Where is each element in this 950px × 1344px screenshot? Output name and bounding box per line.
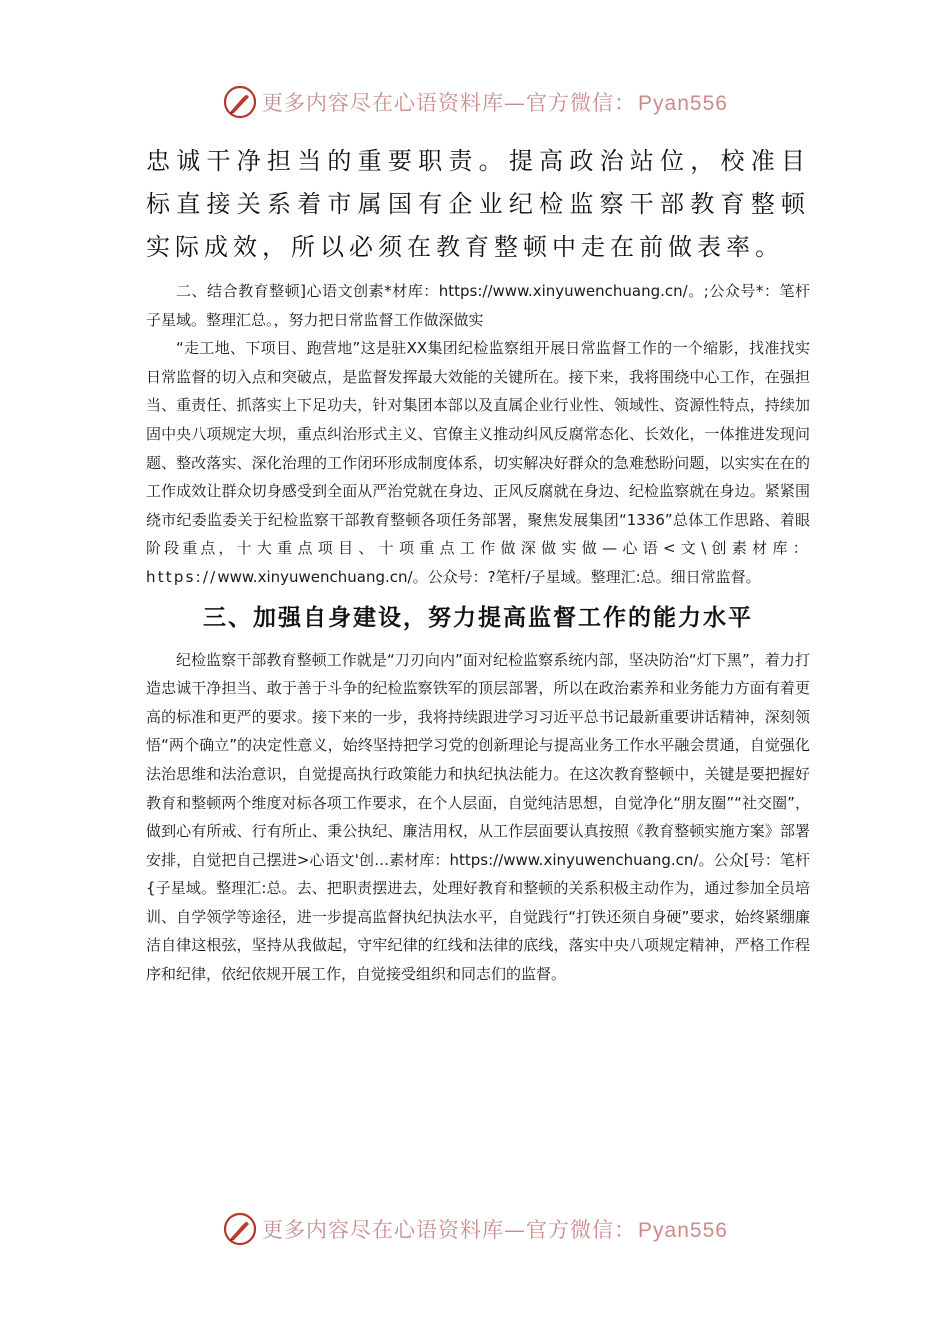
banner-text (262, 87, 728, 117)
banner-label: 更多内容尽在心语资料库—官方微信： (262, 1218, 637, 1242)
section3-title: 三、加强自身建设，努力提高监督工作的能力水平 (203, 603, 753, 631)
section2-body-paragraph (146, 334, 810, 591)
document-body (146, 140, 810, 989)
header-watermark-banner (0, 82, 950, 122)
section2-body-tail: www.xinyuwenchuang.cn/。公众号：?笔杆/子星域。整理汇:总。细日常监督。 (217, 567, 761, 586)
intro-paragraph: 忠诚干净担当的重要职责。提高政治站位，校准目标直接关系着市属国有企业纪检监察干部教育整顿实际成效，所以必须在教育整顿中走在前做表率。 (146, 147, 810, 261)
pen-logo-icon (222, 84, 258, 120)
section3-body-paragraph: 纪检监察干部教育整顿工作就是“刀刃向内”面对纪检监察系统内部，坚决防治“灯下黑”，着力打造忠诚干净担当、敢于善于斗争的纪检监察铁军的顶层部署，所以在政治素养和业务能力方面有着更高的标准和更严的要求。接下来的一步，我将持续跟进学习习近平总书记最新重要讲话精神，深刻领悟“两个确立”的决定性意义，始终坚持把学习党的创新理论与提高业务工作水平融会贯通，自觉强化法治思维和法治意识，自觉提高执行政策能力和执纪执法能力。在这次教育整顿中，关键是要把握好教育和整顿两个维度对标各项工作要求，在个人层面，自觉纯洁思想，自觉净化“朋友圈”“社交圈”，做到心有所戒、行有所止、秉公执纪、廉洁用权，从工作层面要认真按照《教育整顿实施方案》部署安排，自觉把自己摆进>心语文'创…素材库：https://www.xinyuwenchuang.cn/。公众[号：笔杆{子星域。整理汇:总。去、把职责摆进去，处理好教育和整顿的关系积极主动作为，通过参加全员培训、自学领学等途径，进一步提高监督执纪执法水平，自觉践行“打铁还须自身硬”要求，始终紧绷廉洁自律这根弦，坚持从我做起，守牢纪律的红线和法律的底线，落实中央八项规定精神，严格工作程序和纪律，依纪依规开展工作，自觉接受组织和同志们的监督。 (146, 650, 810, 984)
section2-heading-paragraph: 二、结合教育整顿]心语文创素*材库：https://www.xinyuwenchuang.cn/。;公众号*：笔杆子星域。整理汇总。，努力把日常监督工作做深做实 (146, 282, 810, 329)
banner-account: Pyan556 (638, 92, 728, 115)
section2-body-spaced: 十大重点项目、十项重点工作做深做实做—心语<文\创素材库：https:// (146, 539, 810, 586)
footer-watermark-banner (0, 1209, 950, 1249)
banner-text (262, 1214, 728, 1244)
pen-logo-icon (222, 1211, 258, 1247)
banner-account: Pyan556 (638, 1219, 728, 1242)
banner-label: 更多内容尽在心语资料库—官方微信： (262, 91, 637, 115)
section2-body-main: “走工地、下项目、跑营地”这是驻XX集团纪检监察组开展日常监督工作的一个缩影，找准找实日常监督的切入点和突破点，是监督发挥最大效能的关键所在。接下来，我将围绕中心工作，在强担当、重责任、抓落实上下足功夫，针对集团本部以及直属企业行业性、领域性、资源性特点，持续加固中央八项规定大坝，重点纠治形式主义、官僚主义推动纠风反腐常态化、长效化，一体推进发现问题、整改落实、深化治理的工作闭环形成制度体系，切实解决好群众的急难愁盼问题，以实实在在的工作成效让群众切身感受到全面从严治党就在身边、正风反腐就在身边、纪检监察就在身边。紧紧围绕市纪委监委关于纪检监察干部教育整顿各项任务部署，聚焦发展集团“1336”总体工作思路、着眼阶段重点， (146, 339, 810, 558)
